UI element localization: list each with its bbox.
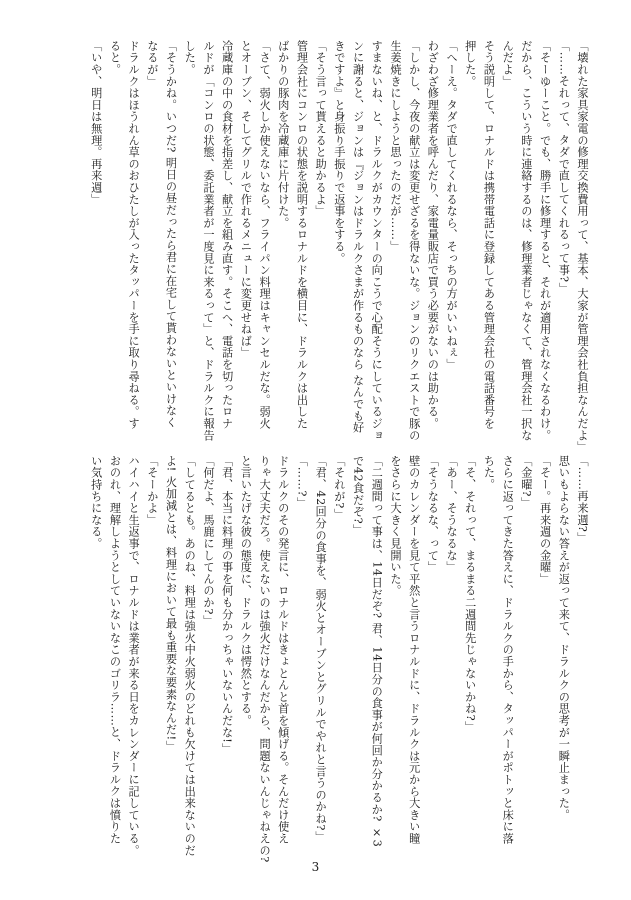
upper-text-block: [86, 40, 591, 453]
text-line: ドラルクはほうれん草のおひたしが入ったタッパーを手に取り尋ねる。す: [127, 40, 141, 430]
text-line: りゃ大丈夫だろ。使えないのは強火だけなんだから、問題ないんじゃねえの?: [258, 455, 272, 863]
text-line: ばかりの豚肉を冷蔵庫に片付けた。: [276, 40, 290, 229]
text-line: とオーブン、そしてグリルで作れるメニューに変更せねば」: [239, 40, 253, 359]
text-line: 「しかし、今夜の献立は変更せざるを得ないな。ジョンのリクエストで豚の: [407, 40, 421, 442]
text-line: ドラルクのその発言に、ロナルドはきょとんと首を傾げる。そんだけ使え: [276, 455, 290, 845]
text-line: 「へーえ。タダで直してくれるなら、そっちの方がいいねぇ」: [445, 40, 459, 371]
text-line: 「いや、明日は無理。再来週」: [89, 40, 103, 206]
text-line: と言いたげな彼の態度に、ドラルクは愕然とする。: [239, 455, 253, 727]
text-line: ハイハイと生返事で、ロナルドは業者が来る日をカレンダーに記している。: [127, 455, 141, 857]
text-line: 「そうなるな、って」: [426, 455, 440, 573]
text-line: わざわざ修理業者を呼んだり、家電量販店で買う必要がないのは助かる。: [426, 40, 440, 430]
text-line: 「そう言って貰えると助かるよ」: [314, 40, 328, 217]
lower-text-block: [86, 455, 591, 863]
text-line: んだよ」: [501, 40, 515, 88]
text-line: 冷蔵庫の中の食材を指差し、献立を組み直す。そこへ、電話を切ったロナ: [220, 40, 234, 430]
text-line: 管理会社にコンロの状態を説明するロナルドを横目に、ドラルクは出した: [295, 40, 309, 430]
text-line: すまないね、と、ドラルクがカウンターの向こうで心配そうにしているジョ: [370, 40, 384, 442]
text-line: ると。: [108, 40, 122, 76]
text-line: そう説明して、ロナルドは携帯電話に登録してある管理会社の電話番号を: [482, 40, 496, 430]
text-line: 「二週間って事は、14日だぞ? 君、14日分の食事が何回か分かるか? ×3: [370, 455, 384, 848]
text-line: した。: [183, 40, 197, 76]
text-line: 「壊れた家具家電の修理交換費用って、基本、大家が管理会社負担なんだよ」: [576, 40, 589, 453]
text-line: さらに返ってきた答えに、ドラルクの手から、タッパーがポトッと床に落: [501, 455, 515, 845]
text-line: 「何だよ、馬鹿にしてんのか?」: [201, 455, 215, 627]
text-line: 「そ、それって、まるまる二週間先じゃないかね?」: [463, 455, 477, 733]
text-line: ンに謝ると、ジョンは『ジョンはドラルクさまが作るものなら なんでも好: [351, 40, 365, 434]
text-line: い気持ちになる。: [89, 455, 103, 550]
text-line: 「そーゆーこと。でも、勝手に修理すると、それが適用されなくなるわけ。: [538, 40, 552, 442]
text-line: だから、こういう時に連絡するのは、修理業者じゃなくて、管理会社一択な: [519, 40, 533, 442]
text-line: なるが」: [145, 40, 159, 88]
text-line: ルドが「コンロの状態、委託業者が一度見に来るって」と、ドラルクに報告: [201, 40, 215, 442]
text-line: 「あー、そうなるな」: [445, 455, 459, 573]
text-line: 「金曜?」: [519, 455, 533, 509]
text-line: 生姜焼きにしようと思ったのだが……」: [388, 40, 402, 253]
text-line: 壁のカレンダーを見て平然と言うロナルドに、ドラルクは元から大きい瞳: [407, 455, 421, 845]
text-line: 「それが?」: [332, 455, 346, 521]
text-line: 「してるとも。あのね、料理は強火中火弱火のどれも欠けては出来ないのだ: [183, 455, 197, 857]
text-line: 「そうかね。いつだ? 明日の昼だったら君に在宅して貰わないといけなく: [164, 40, 178, 429]
text-line: 「君、本当に料理の事を何も分かっちゃいないんだな!」: [220, 455, 234, 756]
text-line: 「……それって、タダで直してくれるって事?」: [557, 40, 571, 295]
text-line: 「さて、弱火しか使えないなら、フライパン料理はキャンセルだな。弱火: [258, 40, 272, 430]
text-line: ちた。: [482, 455, 496, 491]
text-line: 「そーかよ」: [145, 455, 159, 526]
text-line: きですよ』と身振り手振りで返事をする。: [332, 40, 346, 265]
text-line: 押した。: [463, 40, 477, 88]
text-line: 「君、42回分の食事を、弱火とオーブンとグリルでやれと言うのかね?」: [314, 455, 328, 843]
text-line: 「そー。再来週の金曜」: [538, 455, 552, 585]
text-line: よ! 火加減とは、料理において最も重要な要素なんだ!」: [164, 455, 178, 753]
text-line: 思いもよらない答えが返って来て、ドラルクの思考が一瞬止まった。: [557, 455, 571, 821]
text-line: 「……?」: [295, 455, 309, 509]
text-line: で42食だぞ?」: [351, 455, 365, 537]
text-line: 「……再来週?」: [576, 455, 589, 545]
page-number: 3: [311, 860, 320, 874]
text-line: をさらに大きく見開いた。: [388, 455, 402, 597]
text-line: おのれ、理解しようとしていないなこのゴリラ……と、ドラルクは憤りた: [108, 455, 122, 845]
